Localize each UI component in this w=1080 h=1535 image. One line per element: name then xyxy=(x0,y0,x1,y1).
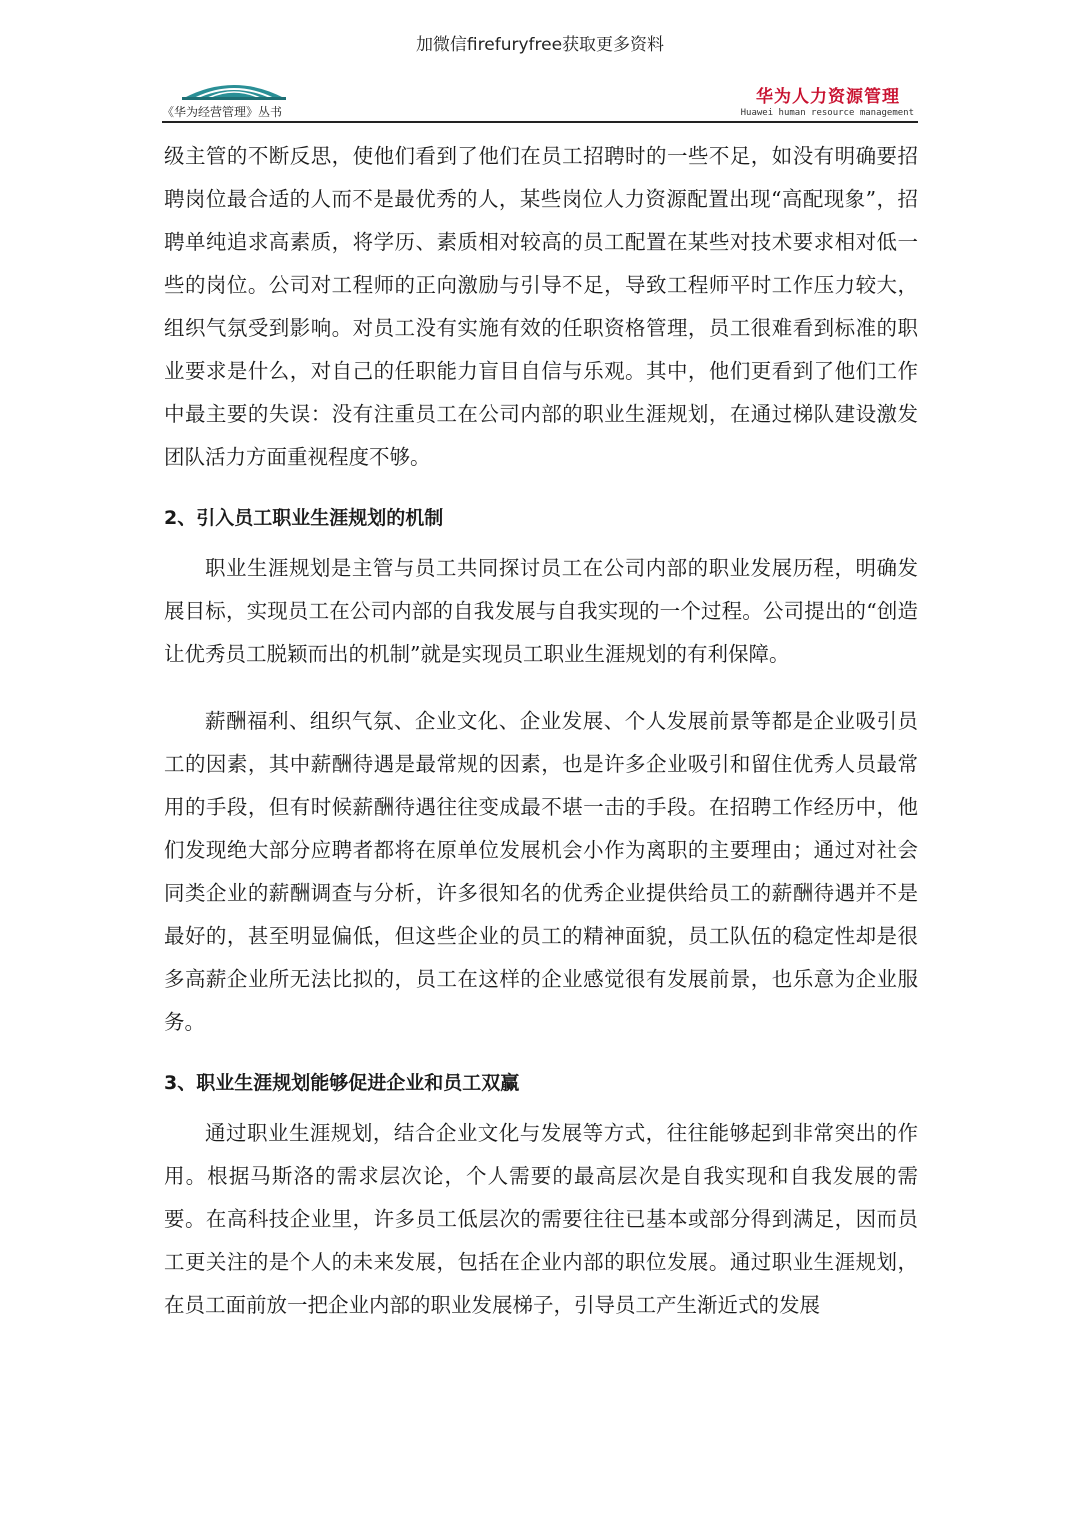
watermark-text: 加微信firefuryfree获取更多资料 xyxy=(415,35,665,55)
mountain-logo-icon xyxy=(182,78,286,100)
series-title: 《华为经营管理》丛书 xyxy=(162,105,283,119)
page-body xyxy=(164,135,918,1327)
section-2-heading: 2、引入员工职业生涯规划的机制 xyxy=(164,507,444,529)
intro-paragraph: 级主管的不断反思，使他们看到了他们在员工招聘时的一些不足，如没有明确要招聘岗位最合适的人而不是最优秀的人，某些岗位人力资源配置出现“高配现象”，招聘单纯追求高素质，将学历、素质相对较高的员工配置在某些对技术要求相对低一些的岗位。公司对工程师的正向激励与引导不足，导致工程师平时工作压力较大，组织气氛受到影响。对员工没有实施有效的任职资格管理，员工很难看到标准的职业要求是什么，对自己的任职能力盲目自信与乐观。其中，他们更看到了他们工作中最主要的失误：没有注重员工在公司内部的职业生涯规划，在通过梯队建设激发团队活力方面重视程度不够。 xyxy=(164,144,918,469)
brand-subtitle: Huawei human resource management xyxy=(740,108,914,118)
section-3-paragraph-1: 通过职业生涯规划，结合企业文化与发展等方式，往往能够起到非常突出的作用。根据马斯洛的需求层次论，个人需要的最高层次是自我实现和自我发展的需要。在高科技企业里，许多员工低层次的需要往往已基本或部分得到满足，因而员工更关注的是个人的未来发展，包括在企业内部的职位发展。通过职业生涯规划，在员工面前放一把企业内部的职业发展梯子，引导员工产生渐近式的发展 xyxy=(164,1121,918,1317)
header-divider xyxy=(162,121,918,123)
section-3-heading: 3、职业生涯规划能够促进企业和员工双赢 xyxy=(164,1072,520,1094)
brand-title: 华为人力资源管理 xyxy=(756,87,900,107)
section-2-paragraph-2: 薪酬福利、组织气氛、企业文化、企业发展、个人发展前景等都是企业吸引员工的因素，其中薪酬待遇是最常规的因素，也是许多企业吸引和留住优秀人员最常用的手段，但有时候薪酬待遇往往变成最不堪一击的手段。在招聘工作经历中，他们发现绝大部分应聘者都将在原单位发展机会小作为离职的主要理由；通过对社会同类企业的薪酬调查与分析，许多很知名的优秀企业提供给员工的薪酬待遇并不是最好的，甚至明显偏低，但这些企业的员工的精神面貌，员工队伍的稳定性却是很多高薪企业所无法比拟的，员工在这样的企业感觉很有发展前景，也乐意为企业服务。 xyxy=(164,709,918,1034)
section-2-paragraph-1: 职业生涯规划是主管与员工共同探讨员工在公司内部的职业发展历程，明确发展目标，实现员工在公司内部的自我发展与自我实现的一个过程。公司提出的“创造让优秀员工脱颖而出的机制”就是实现员工职业生涯规划的有利保障。 xyxy=(164,556,918,666)
page-header xyxy=(162,78,918,124)
